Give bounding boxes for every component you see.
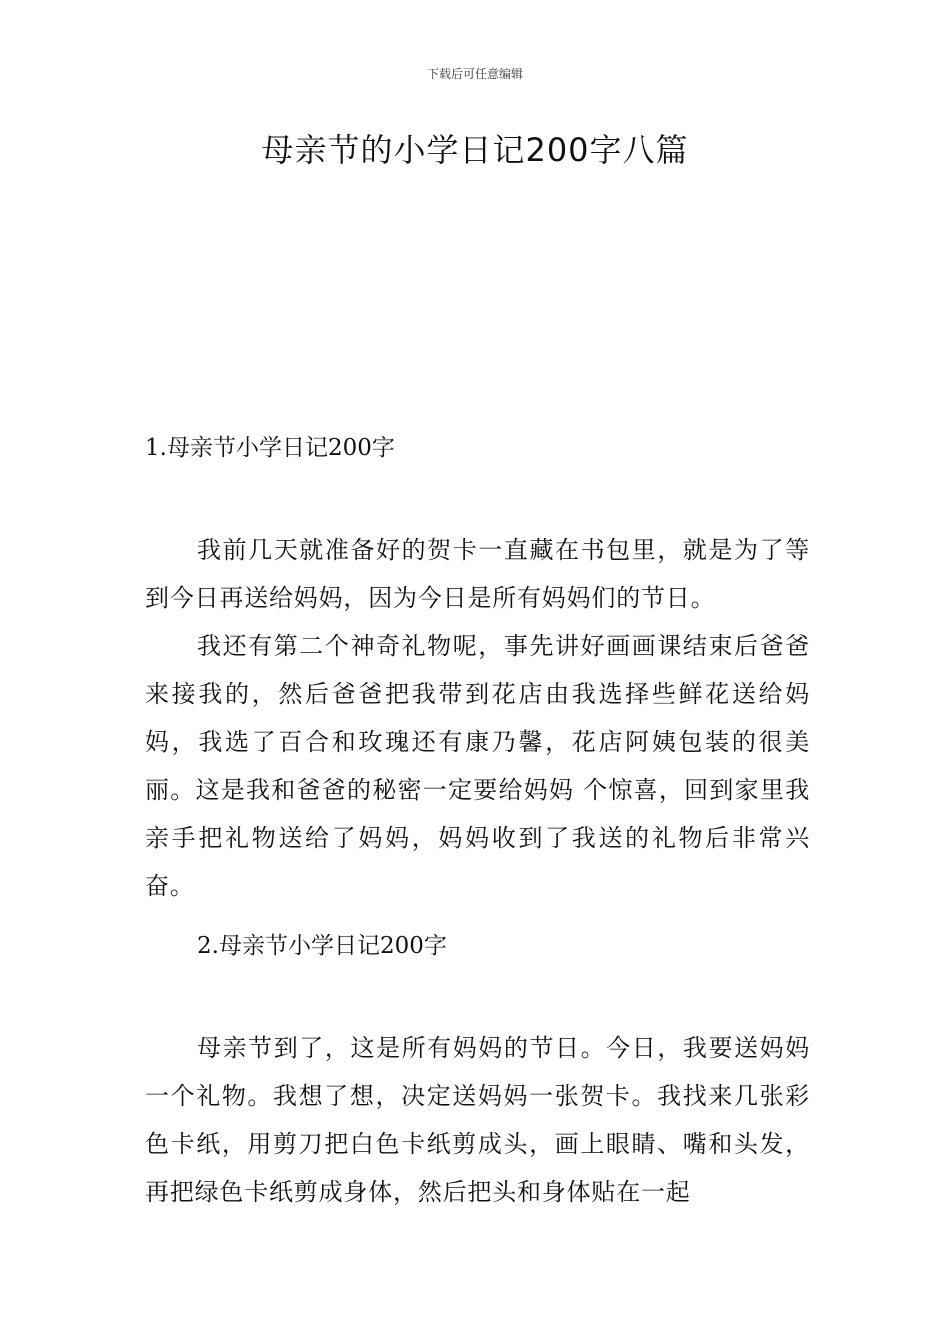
page-title: 母亲节的小学日记200字八篇 <box>261 131 689 169</box>
header-note: 下载后可任意编辑 <box>426 67 523 81</box>
section-2-paragraph-1: 母亲节到了，这是所有妈妈的节日。今日，我要送妈妈一个礼物。我想了想，决定送妈妈一张贺卡。我找来几张彩色卡纸，用剪刀把白色卡纸剪成头，画上眼睛、嘴和头发，再把绿色卡纸剪成身体，然后把头和身体贴在一起 <box>145 1034 810 1206</box>
section-1-paragraph-1: 我前几天就准备好的贺卡一直藏在书包里，就是为了等到今日再送给妈妈，因为今日是所有妈妈们的节日。 <box>145 536 810 612</box>
section-1-paragraph-2: 我还有第二个神奇礼物呢，事先讲好画画课结束后爸爸来接我的，然后爸爸把我带到花店由我选择些鲜花送给妈妈，我选了百合和玫瑰还有康乃馨，花店阿姨包装的很美丽。这是我和爸爸的秘密一定要给妈妈 个惊喜，回到家里我亲手把礼物送给了妈妈，妈妈收到了我送的礼物后非常兴奋。 <box>145 632 810 900</box>
section-heading-1: 1.母亲节小学日记200字 <box>145 435 395 461</box>
section-heading-2: 2.母亲节小学日记200字 <box>197 933 447 959</box>
